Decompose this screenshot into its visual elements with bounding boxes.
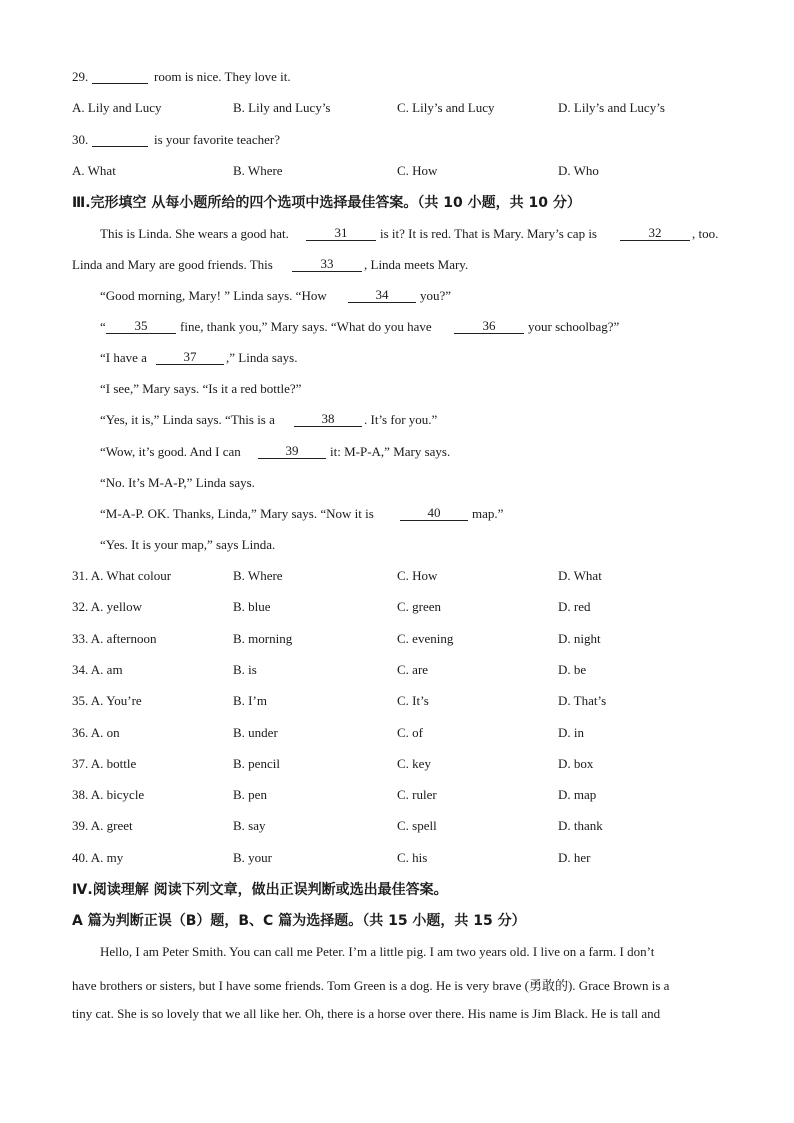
option-a[interactable]: 36. A. on [72, 724, 120, 740]
answer-row [0, 756, 794, 774]
option-a[interactable]: 34. A. am [72, 661, 123, 677]
question-30-options [0, 163, 794, 181]
passage-line: have brothers or sisters, but I have some friends. Tom Green is a dog. He is very brave (勇敢的). Grace Brown is a [72, 978, 670, 993]
answer-blank[interactable] [92, 132, 148, 147]
question-text: is your favorite teacher? [154, 132, 280, 147]
option-c[interactable]: C. his [397, 849, 428, 865]
option-a[interactable]: 39. A. greet [72, 818, 133, 834]
option-d[interactable]: D. her [558, 849, 591, 865]
blank-32[interactable]: 32 [620, 226, 690, 241]
option-d[interactable]: D. red [558, 599, 591, 615]
answer-row [0, 850, 794, 868]
option-a[interactable]: 35. A. You’re [72, 693, 142, 709]
cloze-line: This is Linda. She wears a good hat. 31 is it? It is red. That is Mary. Mary’s cap is 32 , too. [100, 225, 719, 241]
option-b[interactable]: B. Where [233, 568, 283, 583]
option-d[interactable]: D. map [558, 787, 597, 803]
blank-34[interactable]: 34 [348, 288, 416, 303]
cloze-line: “Yes, it is,” Linda says. “This is a 38 . It’s for you.” [100, 411, 438, 427]
cloze-line: “No. It’s M-A-P,” Linda says. [100, 475, 255, 490]
cloze-line: “ 35 fine, thank you,” Mary says. “What do you have 36 your schoolbag?” [100, 318, 620, 334]
option-b[interactable]: B. blue [233, 599, 271, 615]
option-b[interactable]: B. Lily and Lucy’s [233, 100, 331, 115]
option-d[interactable]: D. box [558, 755, 594, 771]
option-b[interactable]: B. Where [233, 163, 283, 178]
question-29 [0, 69, 794, 87]
option-a[interactable]: A. What [72, 163, 116, 178]
option-c[interactable]: C. How [397, 163, 438, 178]
option-c[interactable]: C. It’s [397, 693, 429, 709]
section-4-subtitle: A 篇为判断正误（B）题，B、C 篇为选择题。（共 15 小题，共 15 分） [72, 913, 526, 929]
option-a[interactable]: 37. A. bottle [72, 755, 137, 771]
option-d[interactable]: D. What [558, 568, 602, 583]
answer-row [0, 725, 794, 743]
option-d[interactable]: D. Who [558, 163, 599, 178]
option-b[interactable]: B. your [233, 849, 272, 865]
option-d[interactable]: D. That’s [558, 693, 607, 709]
answer-row [0, 818, 794, 836]
answer-blank[interactable] [92, 69, 148, 84]
option-a[interactable]: 31. A. What colour [72, 568, 172, 583]
blank-38[interactable]: 38 [294, 412, 362, 427]
option-a[interactable]: 32. A. yellow [72, 599, 143, 615]
option-b[interactable]: B. is [233, 661, 257, 677]
option-b[interactable]: B. say [233, 818, 266, 834]
blank-31[interactable]: 31 [306, 226, 376, 241]
cloze-line: “Wow, it’s good. And I can 39 it: M-P-A,” Mary says. [100, 443, 451, 459]
option-c[interactable]: C. evening [397, 630, 454, 646]
option-b[interactable]: B. pen [233, 787, 267, 803]
answer-row [0, 631, 794, 649]
option-a[interactable]: 33. A. afternoon [72, 630, 157, 646]
option-d[interactable]: D. thank [558, 818, 603, 834]
option-d[interactable]: D. night [558, 630, 601, 646]
option-c[interactable]: C. spell [397, 818, 437, 834]
answer-row [0, 662, 794, 680]
blank-33[interactable]: 33 [292, 257, 362, 272]
option-c[interactable]: C. ruler [397, 787, 437, 803]
option-c[interactable]: C. green [397, 599, 442, 615]
blank-37[interactable]: 37 [156, 350, 224, 365]
cloze-line: Linda and Mary are good friends. This 33 , Linda meets Mary. [72, 256, 469, 272]
option-d[interactable]: D. be [558, 661, 587, 677]
answer-row [0, 787, 794, 805]
answer-row [0, 693, 794, 711]
question-30 [0, 132, 794, 150]
cloze-line: “M-A-P. OK. Thanks, Linda,” Mary says. “Now it is 40 map.” [100, 505, 504, 521]
question-number: 30. [72, 132, 89, 147]
option-b[interactable]: B. pencil [233, 755, 280, 771]
cloze-line: “Yes. It is your map,” says Linda. [100, 537, 276, 552]
option-c[interactable]: C. of [397, 724, 423, 740]
option-d[interactable]: D. Lily’s and Lucy’s [558, 100, 665, 115]
blank-40[interactable]: 40 [400, 506, 468, 521]
option-b[interactable]: B. I’m [233, 693, 267, 709]
option-c[interactable]: C. are [397, 661, 429, 677]
option-d[interactable]: D. in [558, 724, 584, 740]
passage-line: Hello, I am Peter Smith. You can call me Peter. I’m a little pig. I am two years old. I live on a farm. I don’t [100, 944, 655, 959]
option-a[interactable]: 38. A. bicycle [72, 787, 145, 803]
blank-39[interactable]: 39 [258, 444, 326, 459]
blank-35[interactable]: 35 [106, 319, 176, 334]
option-c[interactable]: C. Lily’s and Lucy [397, 100, 495, 115]
cloze-line: “I see,” Mary says. “Is it a red bottle?” [100, 381, 302, 396]
blank-36[interactable]: 36 [454, 319, 524, 334]
question-number: 29. [72, 69, 89, 84]
option-a[interactable]: A. Lily and Lucy [72, 100, 162, 115]
question-text: room is nice. They love it. [154, 69, 291, 84]
option-b[interactable]: B. under [233, 724, 278, 740]
option-b[interactable]: B. morning [233, 630, 293, 646]
option-c[interactable]: C. How [397, 568, 438, 583]
answer-row [0, 568, 794, 586]
cloze-line: “Good morning, Mary! ” Linda says. “How 34 you?” [100, 287, 452, 303]
question-29-options [0, 100, 794, 118]
section-3-title: Ⅲ.完形填空 从每小题所给的四个选项中选择最佳答案。（共 10 小题，共 10 分） [72, 195, 581, 211]
passage-line: tiny cat. She is so lovely that we all like her. Oh, there is a horse over there. His name is Jim Black. He is tall and [72, 1006, 661, 1021]
option-a[interactable]: 40. A. my [72, 849, 124, 865]
cloze-line: “I have a 37 ,” Linda says. [100, 349, 298, 365]
section-4-title: Ⅳ.阅读理解 阅读下列文章，做出正误判断或选出最佳答案。 [72, 882, 448, 898]
option-c[interactable]: C. key [397, 755, 431, 771]
answer-row [0, 599, 794, 617]
